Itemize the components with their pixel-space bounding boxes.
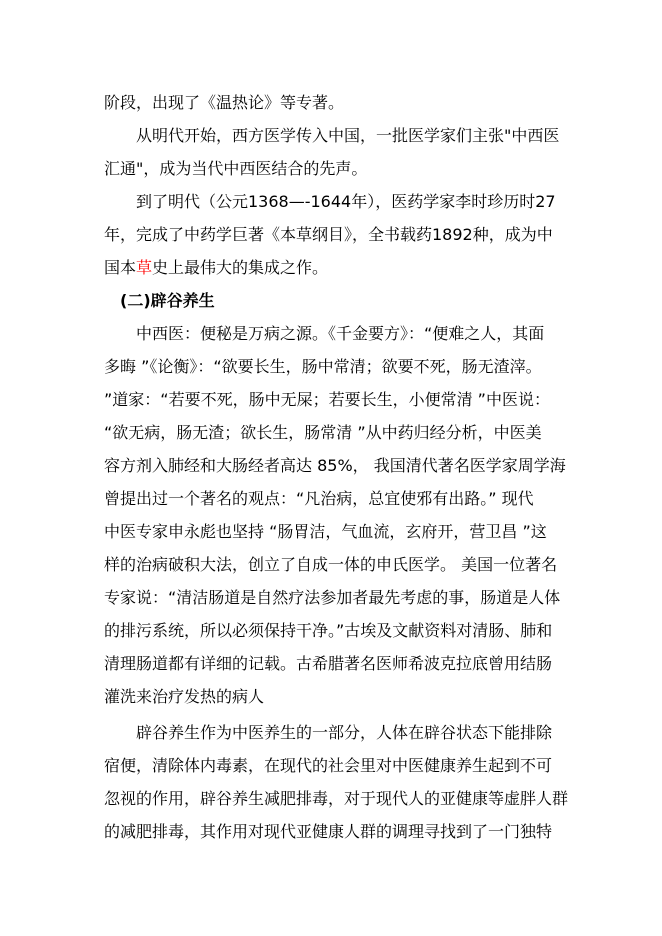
paragraph-line: 专家说：“清洁肠道是自然疗法参加者最先考虑的事，肠道是人体	[104, 588, 561, 607]
paragraph-line: 样的治病破积大法，创立了自成一体的申氏医学。 美国一位著名	[104, 555, 558, 574]
section-heading	[120, 290, 215, 312]
paragraph-line: 的排污系统，所以必须保持干净。”古埃及文献资料对清肠、肺和	[104, 621, 553, 640]
paragraph-line: 中西医：便秘是万病之源。《千金要方》：“便难之人，其面	[136, 324, 545, 343]
paragraph-line: 曾提出过一个著名的观点：“凡治病，总宜使邪有出路。” 现代	[104, 489, 534, 508]
paragraph-line: 阶段，出现了《温热论》等专著。	[104, 93, 345, 112]
highlighted-character: 草	[136, 258, 153, 277]
paragraph-line: 的减肥排毒，其作用对现代亚健康人群的调理寻找到了一门独特	[104, 822, 553, 841]
paragraph-line: 到了明代（公元1368—-1644年），医药学家李时珍历时27	[136, 192, 556, 211]
section-number: (二)	[120, 291, 151, 310]
paragraph-line: ”道家：“若要不死，肠中无屎；若要长生，小便常清 ”中医说：	[104, 390, 550, 409]
paragraph-line: 宿便，清除体内毒素，在现代的社会里对中医健康养生起到不可	[104, 756, 553, 775]
section-title: 辟谷养生	[150, 291, 215, 310]
paragraph-line: 多晦 ”《论衡》：“欲要长生，肠中常清；欲要不死，肠无渣滓。	[104, 357, 542, 376]
paragraph-line: “欲无病，肠无渣；欲长生，肠常清 ”从中药归经分析，中医美	[104, 423, 542, 442]
paragraph-line: 中医专家申永彪也坚持 “肠胃洁，气血流，玄府开，营卫昌 ”这	[104, 522, 547, 541]
paragraph-line: 容方剂入肺经和大肠经者高达 85%， 我国清代著名医学家周学海	[104, 456, 566, 475]
paragraph-line: 清理肠道都有详细的记载。古希腊著名医师希波克拉底曾用结肠	[104, 654, 553, 673]
paragraph-line	[104, 257, 328, 279]
text-segment: 史上最伟大的集成之作。	[152, 258, 329, 277]
paragraph-line: 汇通"，成为当代中西医结合的先声。	[104, 159, 368, 178]
paragraph-line: 从明代开始，西方医学传入中国，一批医学家们主张"中西医	[136, 126, 560, 145]
paragraph-line: 忽视的作用，辟谷养生减肥排毒，对于现代人的亚健康等虚胖人群	[104, 789, 569, 808]
paragraph-line: 辟谷养生作为中医养生的一部分，人体在辟谷状态下能排除	[136, 723, 553, 742]
paragraph-line: 年，完成了中药学巨著《本草纲目》，全书载药1892种，成为中	[104, 225, 553, 244]
text-segment: 国本	[104, 258, 137, 277]
paragraph-line: 灌洗来治疗发热的病人	[104, 687, 265, 706]
